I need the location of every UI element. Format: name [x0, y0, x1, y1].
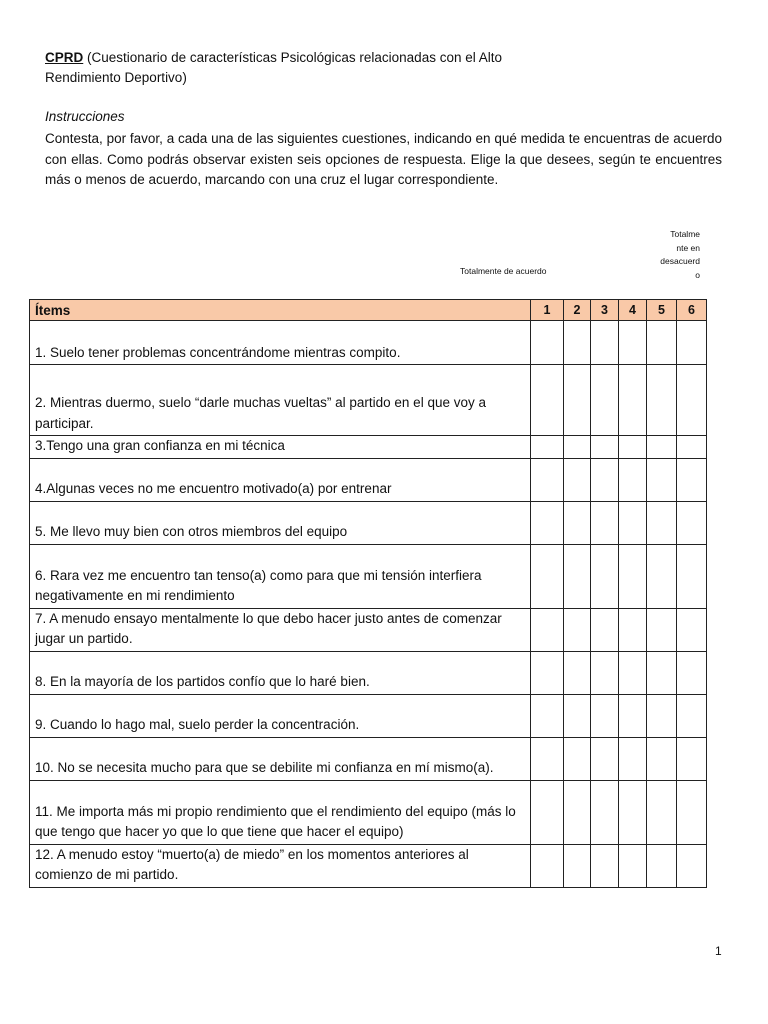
- answer-cell-4[interactable]: [619, 780, 647, 844]
- answer-cell-6[interactable]: [677, 780, 707, 844]
- answer-cell-3[interactable]: [591, 544, 619, 608]
- scale-agree-label: Totalmente de acuerdo: [460, 266, 547, 276]
- answer-cell-3[interactable]: [591, 608, 619, 651]
- answer-cell-4[interactable]: [619, 321, 647, 365]
- item-text: 5. Me llevo muy bien con otros miembros del equipo: [30, 501, 531, 544]
- answer-cell-1[interactable]: [531, 737, 564, 780]
- answer-cell-4[interactable]: [619, 737, 647, 780]
- title-line-1: (Cuestionario de características Psicológicas relacionadas con el Alto: [87, 50, 502, 65]
- item-text: 9. Cuando lo hago mal, suelo perder la concentración.: [30, 694, 531, 737]
- answer-cell-2[interactable]: [564, 458, 591, 501]
- answer-cell-3[interactable]: [591, 694, 619, 737]
- table-row: [30, 321, 707, 365]
- option-header-4: 4: [619, 300, 647, 321]
- answer-cell-3[interactable]: [591, 780, 619, 844]
- item-text: 3.Tengo una gran confianza en mi técnica: [30, 436, 531, 459]
- answer-cell-6[interactable]: [677, 844, 707, 887]
- answer-cell-6[interactable]: [677, 365, 707, 436]
- answer-cell-6[interactable]: [677, 651, 707, 694]
- items-column-header: Ítems: [30, 300, 531, 321]
- answer-cell-5[interactable]: [647, 651, 677, 694]
- answer-cell-6[interactable]: [677, 737, 707, 780]
- questionnaire-code: CPRD: [45, 50, 84, 65]
- table-row: [30, 737, 707, 780]
- items-table: [29, 299, 707, 888]
- answer-cell-5[interactable]: [647, 780, 677, 844]
- item-text: 12. A menudo estoy “muerto(a) de miedo” en los momentos anteriores al comienzo de mi partido.: [30, 844, 531, 887]
- answer-cell-5[interactable]: [647, 436, 677, 459]
- title-line-2: Rendimiento Deportivo): [45, 70, 187, 85]
- answer-cell-3[interactable]: [591, 844, 619, 887]
- answer-cell-1[interactable]: [531, 365, 564, 436]
- answer-cell-6[interactable]: [677, 694, 707, 737]
- answer-cell-3[interactable]: [591, 436, 619, 459]
- answer-cell-2[interactable]: [564, 436, 591, 459]
- instructions-heading: Instrucciones: [45, 109, 125, 124]
- answer-cell-6[interactable]: [677, 544, 707, 608]
- answer-cell-4[interactable]: [619, 436, 647, 459]
- answer-cell-4[interactable]: [619, 844, 647, 887]
- item-text: 1. Suelo tener problemas concentrándome mientras compito.: [30, 321, 531, 365]
- answer-cell-5[interactable]: [647, 321, 677, 365]
- table-row: [30, 608, 707, 651]
- answer-cell-3[interactable]: [591, 321, 619, 365]
- table-row: [30, 780, 707, 844]
- answer-cell-3[interactable]: [591, 458, 619, 501]
- table-row: [30, 458, 707, 501]
- answer-cell-1[interactable]: [531, 694, 564, 737]
- answer-cell-4[interactable]: [619, 694, 647, 737]
- option-header-2: 2: [564, 300, 591, 321]
- answer-cell-3[interactable]: [591, 737, 619, 780]
- answer-cell-4[interactable]: [619, 608, 647, 651]
- item-text: 6. Rara vez me encuentro tan tenso(a) como para que mi tensión interfiera negativamente en mi rendimiento: [30, 544, 531, 608]
- option-header-6: 6: [677, 300, 707, 321]
- page-number: 1: [715, 944, 722, 958]
- answer-cell-5[interactable]: [647, 365, 677, 436]
- answer-cell-4[interactable]: [619, 501, 647, 544]
- table-row: [30, 436, 707, 459]
- answer-cell-1[interactable]: [531, 458, 564, 501]
- item-text: 8. En la mayoría de los partidos confío que lo haré bien.: [30, 651, 531, 694]
- table-row: [30, 844, 707, 887]
- answer-cell-2[interactable]: [564, 780, 591, 844]
- answer-cell-1[interactable]: [531, 544, 564, 608]
- item-text: 2. Mientras duermo, suelo “darle muchas vueltas” al partido en el que voy a participar.: [30, 365, 531, 436]
- scale-disagree-line: Totalme: [670, 229, 700, 239]
- answer-cell-2[interactable]: [564, 844, 591, 887]
- answer-cell-6[interactable]: [677, 501, 707, 544]
- answer-cell-2[interactable]: [564, 694, 591, 737]
- answer-cell-2[interactable]: [564, 544, 591, 608]
- table-row: [30, 544, 707, 608]
- answer-cell-4[interactable]: [619, 458, 647, 501]
- answer-cell-5[interactable]: [647, 694, 677, 737]
- answer-cell-1[interactable]: [531, 780, 564, 844]
- document-title: [45, 48, 605, 88]
- answer-cell-5[interactable]: [647, 844, 677, 887]
- item-text: 7. A menudo ensayo mentalmente lo que debo hacer justo antes de comenzar jugar un partido.: [30, 608, 531, 651]
- answer-cell-2[interactable]: [564, 737, 591, 780]
- answer-cell-4[interactable]: [619, 544, 647, 608]
- scale-disagree-line: o: [695, 269, 700, 280]
- answer-cell-3[interactable]: [591, 365, 619, 436]
- answer-cell-2[interactable]: [564, 651, 591, 694]
- answer-cell-3[interactable]: [591, 651, 619, 694]
- answer-cell-5[interactable]: [647, 608, 677, 651]
- option-header-1: 1: [531, 300, 564, 321]
- answer-cell-2[interactable]: [564, 501, 591, 544]
- table-row: [30, 694, 707, 737]
- answer-cell-2[interactable]: [564, 608, 591, 651]
- answer-cell-5[interactable]: [647, 501, 677, 544]
- scale-disagree-line: desacuerd: [660, 256, 700, 266]
- option-header-5: 5: [647, 300, 677, 321]
- answer-cell-6[interactable]: [677, 608, 707, 651]
- answer-cell-5[interactable]: [647, 737, 677, 780]
- answer-cell-1[interactable]: [531, 608, 564, 651]
- option-header-3: 3: [591, 300, 619, 321]
- answer-cell-5[interactable]: [647, 544, 677, 608]
- answer-cell-2[interactable]: [564, 321, 591, 365]
- answer-cell-4[interactable]: [619, 651, 647, 694]
- answer-cell-6[interactable]: [677, 321, 707, 365]
- table-row: [30, 365, 707, 436]
- answer-cell-1[interactable]: [531, 436, 564, 459]
- item-text: 4.Algunas veces no me encuentro motivado(a) por entrenar: [30, 458, 531, 501]
- item-text: 10. No se necesita mucho para que se debilite mi confianza en mí mismo(a).: [30, 737, 531, 780]
- scale-disagree-line: nte en: [676, 242, 700, 253]
- scale-disagree-label: [640, 228, 700, 282]
- answer-cell-1[interactable]: [531, 651, 564, 694]
- answer-cell-3[interactable]: [591, 501, 619, 544]
- answer-cell-1[interactable]: [531, 501, 564, 544]
- table-row: [30, 651, 707, 694]
- answer-cell-2[interactable]: [564, 365, 591, 436]
- table-header-row: [30, 300, 707, 321]
- item-text: 11. Me importa más mi propio rendimiento que el rendimiento del equipo (más lo que tengo que hacer yo que lo que tiene que hacer el equipo): [30, 780, 531, 844]
- answer-cell-4[interactable]: [619, 365, 647, 436]
- answer-cell-6[interactable]: [677, 458, 707, 501]
- answer-cell-5[interactable]: [647, 458, 677, 501]
- answer-cell-1[interactable]: [531, 321, 564, 365]
- answer-cell-1[interactable]: [531, 844, 564, 887]
- table-row: [30, 501, 707, 544]
- instructions-text: Contesta, por favor, a cada una de las siguientes cuestiones, indicando en qué medida te encuentras de acuerdo con ellas. Como podrás observar existen seis opciones de respuesta. Elige la que desees, según te encuentres más o menos de acuerdo, marcando con una cruz el lugar correspondiente.: [45, 131, 722, 187]
- answer-cell-6[interactable]: [677, 436, 707, 459]
